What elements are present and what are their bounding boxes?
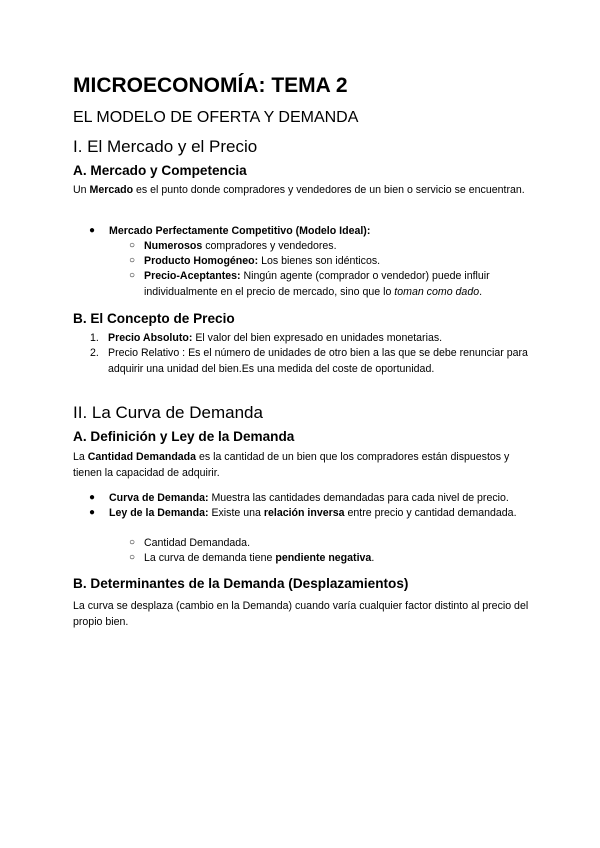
list-item: Precio Relativo : Es el número de unidades de otro bien a las que se debe renunciar para adquirir una unidad del bien.Es una medida del coste de oportunidad.	[108, 347, 528, 375]
paragraph-mercado: Un Mercado es el punto donde compradores y vendedores de un bien o servicio se encuentran.	[73, 184, 525, 196]
document-subtitle: EL MODELO DE OFERTA Y DEMANDA	[73, 109, 359, 126]
subsection-heading-1b: B. El Concepto de Precio	[73, 311, 235, 326]
bullet-dot: ●	[89, 492, 96, 503]
bullet-circle: ○	[129, 240, 136, 251]
subsection-heading-1a: A. Mercado y Competencia	[73, 163, 247, 178]
list-item: Precio Absoluto: El valor del bien expresado en unidades monetarias.	[108, 332, 443, 344]
bullet-dot: ●	[89, 507, 96, 518]
list-number: 2.	[90, 347, 99, 359]
bullet-ley-demanda: Ley de la Demanda: Existe una relación inversa entre precio y cantidad demandada.	[109, 507, 517, 519]
list-number: 1.	[90, 332, 99, 344]
paragraph-cantidad-demandada: La Cantidad Demandada es la cantidad de un bien que los compradores están dispuestos y tienen la capacidad de adquirir.	[73, 451, 510, 479]
bullet-mercado-competitivo: Mercado Perfectamente Competitivo (Modelo Ideal):	[109, 225, 371, 237]
subsection-heading-2b: B. Determinantes de la Demanda (Desplazamientos)	[73, 576, 409, 591]
list-item: Precio-Aceptantes: Ningún agente (comprador o vendedor) puede influir individualmente en el precio de mercado, sino que lo toman como dado.	[144, 270, 490, 298]
list-item: Producto Homogéneo: Los bienes son idénticos.	[144, 255, 381, 267]
list-item: Cantidad Demandada.	[144, 537, 251, 549]
bullet-circle: ○	[129, 255, 136, 266]
document-title: MICROECONOMÍA: TEMA 2	[73, 74, 348, 97]
paragraph-desplazamientos: La curva se desplaza (cambio en la Demanda) cuando varía cualquier factor distinto al precio del propio bien.	[73, 600, 529, 628]
section-heading-1: I. El Mercado y el Precio	[73, 137, 258, 156]
bullet-curva-demanda: Curva de Demanda: Muestra las cantidades demandadas para cada nivel de precio.	[109, 492, 509, 504]
section-heading-2: II. La Curva de Demanda	[73, 403, 263, 422]
list-item: La curva de demanda tiene pendiente negativa.	[144, 552, 375, 564]
subsection-heading-2a: A. Definición y Ley de la Demanda	[73, 429, 295, 444]
bullet-dot: ●	[89, 225, 96, 236]
bullet-circle: ○	[129, 270, 136, 281]
bullet-circle: ○	[129, 537, 136, 548]
list-item: Numerosos compradores y vendedores.	[144, 240, 337, 252]
bullet-circle: ○	[129, 552, 136, 563]
